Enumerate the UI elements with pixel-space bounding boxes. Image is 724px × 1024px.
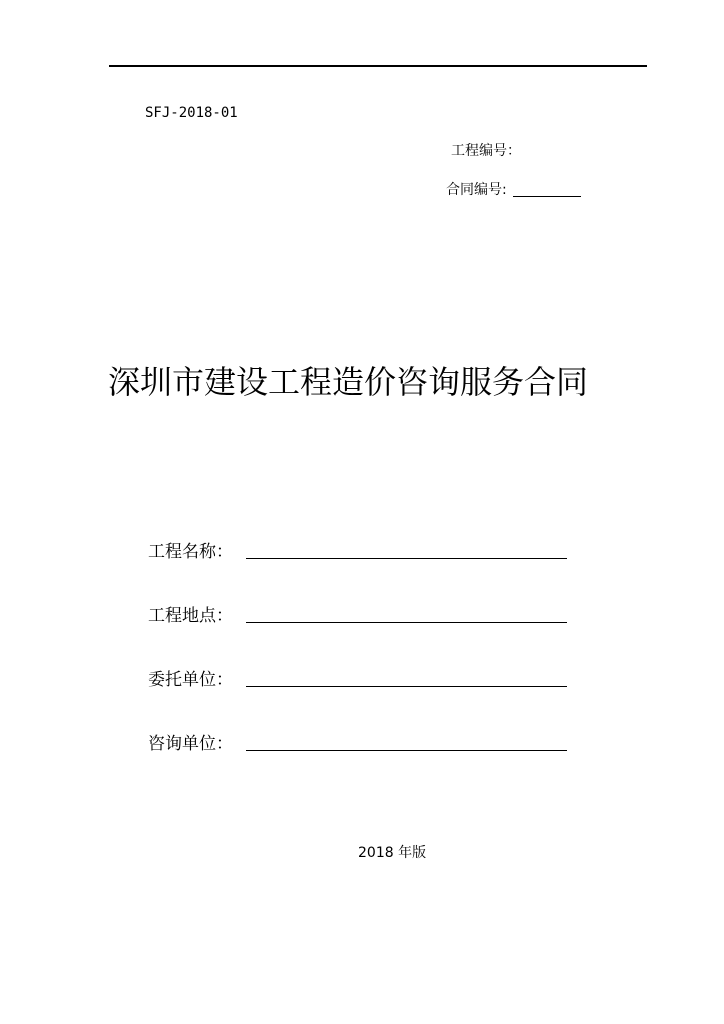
project-name-blank (246, 558, 567, 559)
consulting-unit-field (148, 732, 568, 754)
project-name-label: 工程名称： (148, 542, 233, 562)
document-code: SFJ-2018-01 (145, 105, 238, 121)
project-name-field (148, 540, 568, 562)
consulting-unit-blank (246, 750, 567, 751)
consulting-unit-label: 咨询单位： (148, 734, 233, 754)
contract-number-label: 合同编号: (446, 182, 507, 198)
client-unit-label: 委托单位： (148, 670, 233, 690)
project-number-label: 工程编号： (451, 143, 521, 159)
top-divider-line (109, 65, 647, 67)
contract-number-row (446, 181, 581, 199)
project-location-field (148, 604, 568, 626)
edition-label: 2018 年版 (358, 845, 427, 861)
client-unit-field (148, 668, 568, 690)
document-title: 深圳市建设工程造价咨询服务合同 (108, 363, 589, 401)
contract-number-blank (513, 196, 581, 197)
project-location-label: 工程地点： (148, 606, 233, 626)
project-location-blank (246, 622, 567, 623)
client-unit-blank (246, 686, 567, 687)
